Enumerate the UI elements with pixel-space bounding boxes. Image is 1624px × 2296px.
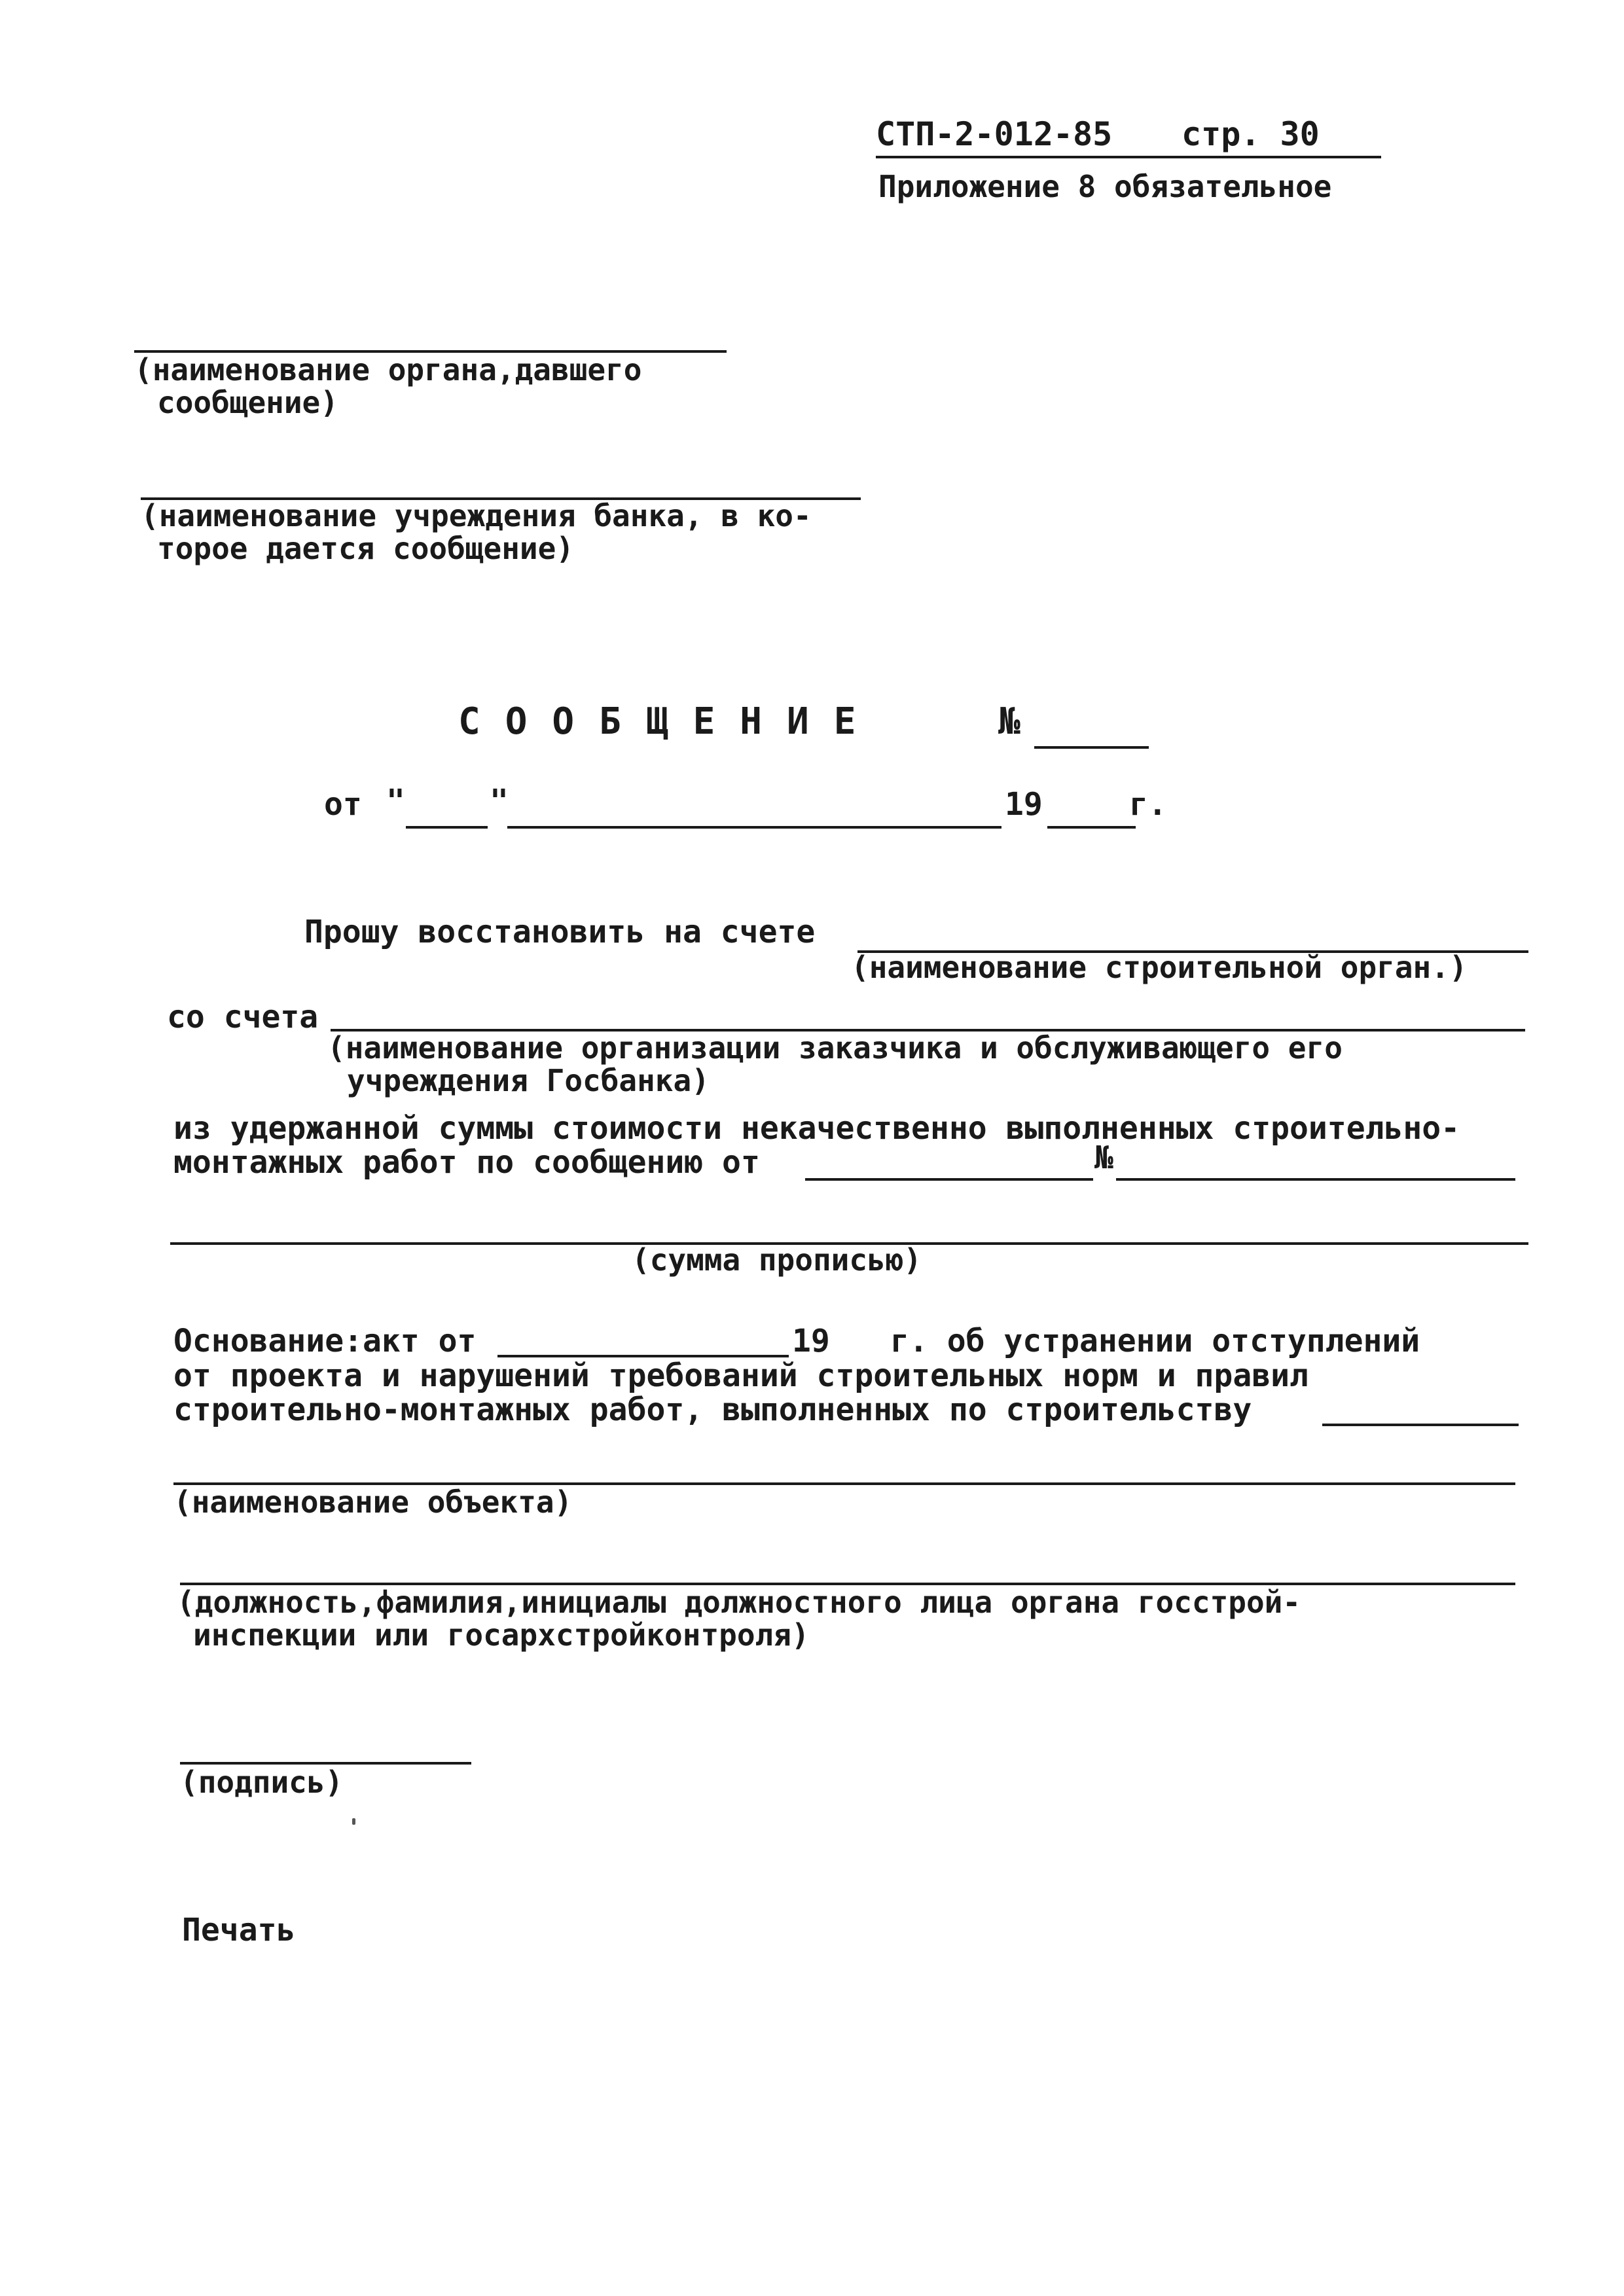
issuer-caption: (наименование органа,давшего — [134, 352, 642, 387]
withheld-text: из удержанной суммы стоимости некачественно выполненных строительно- — [173, 1110, 1460, 1147]
basis-text-line3: строительно-монтажных работ, выполненных по строительству — [173, 1391, 1252, 1428]
official-caption: (должность,фамилия,инициалы должностного лица органа госстрой- — [177, 1585, 1301, 1620]
document-title: СООБЩЕНИЕ — [458, 700, 881, 743]
date-prefix: от — [324, 786, 362, 823]
document-code: СТП-2-012-85 — [876, 115, 1113, 153]
date-day-line — [406, 826, 488, 829]
date-year-line — [1047, 826, 1136, 829]
stamp-label: Печать — [182, 1912, 296, 1948]
customer-caption: (наименование организации заказчика и обслуживающего его — [327, 1030, 1343, 1066]
sum-caption: (сумма прописью) — [632, 1242, 922, 1278]
date-month-line — [507, 826, 1001, 829]
date-year-suffix: г. — [1129, 786, 1167, 823]
customer-caption-cont: учреждения Госбанка) — [347, 1063, 710, 1098]
builder-caption: (наименование строительной орган.) — [851, 950, 1468, 985]
date-quote-close: " — [490, 783, 509, 819]
bank-caption: (наименование учреждения банка, в ко- — [141, 498, 812, 533]
title-number-line — [1034, 746, 1149, 749]
basis-text: Основание:акт от — [173, 1323, 477, 1359]
date-quote-open: " — [386, 783, 405, 819]
construction-line — [1322, 1424, 1519, 1426]
header-underline — [876, 156, 1381, 158]
request-text: Прошу восстановить на счете — [304, 914, 816, 950]
message-number-line — [1116, 1178, 1515, 1181]
bank-caption-cont: торое дается сообщение) — [157, 531, 574, 566]
basis-text-line2: от проекта и нарушений требований строительных норм и правил — [173, 1357, 1308, 1394]
basis-year: 19 — [792, 1323, 830, 1359]
signature-caption: (подпись) — [180, 1765, 344, 1800]
message-number-sign: № — [1094, 1139, 1113, 1176]
title-number-sign: № — [998, 700, 1020, 743]
message-date-line — [805, 1178, 1093, 1181]
withheld-text-cont: монтажных работ по сообщению от — [173, 1144, 760, 1181]
official-caption-cont: инспекции или госархстройконтроля) — [193, 1617, 810, 1653]
page-number: стр. 30 — [1182, 115, 1320, 153]
object-caption: (наименование объекта) — [173, 1484, 573, 1520]
basis-text-rest: г. об устранении отступлений — [890, 1323, 1420, 1359]
appendix-label: Приложение 8 обязательное — [878, 169, 1332, 204]
issuer-caption-cont: сообщение) — [157, 385, 338, 420]
date-year-prefix: 19 — [1005, 786, 1043, 823]
from-account-label: со счета — [167, 999, 319, 1035]
speck-mark — [352, 1818, 355, 1825]
